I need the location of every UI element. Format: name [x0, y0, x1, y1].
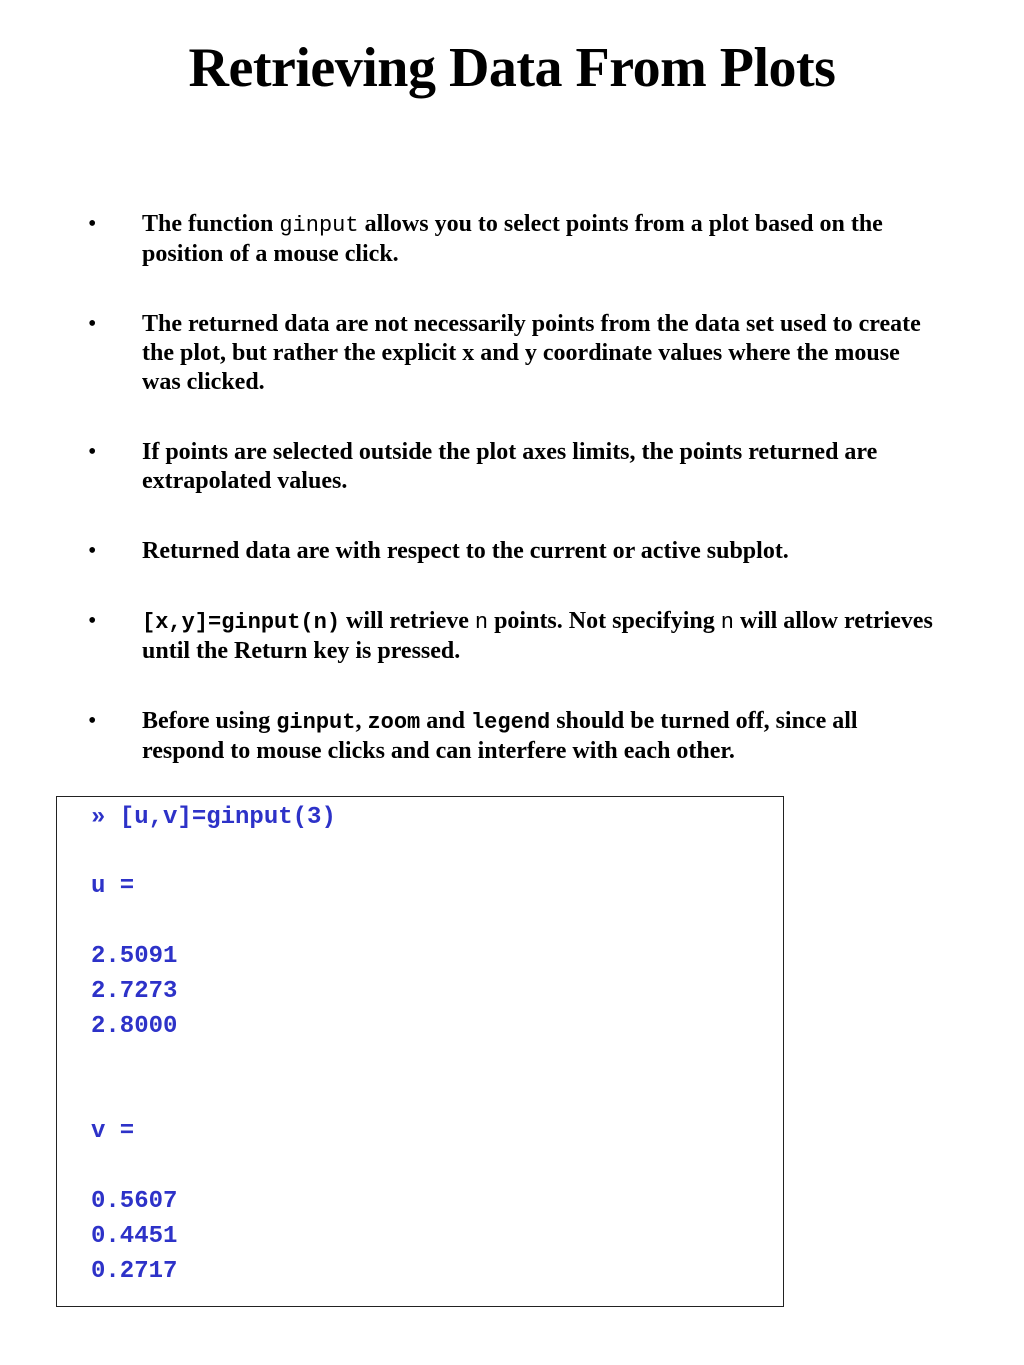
bullet-item-returned-data — [0, 310, 1024, 397]
code-n: n — [720, 610, 734, 635]
console-u-value: 2.7273 — [91, 978, 178, 1005]
bullet-text: will allow retrieves until the Return key is pressed. — [142, 608, 933, 664]
page-title: Retrieving Data From Plots — [188, 37, 836, 99]
code-ginput: ginput — [279, 213, 359, 238]
bullet-text: The returned data are not necessarily points from the data set used to create the plot, but rather the explicit x and y coordinate values where the mouse was clicked. — [142, 311, 921, 395]
bullet-marker: • — [88, 708, 97, 734]
bullet-marker: • — [88, 439, 97, 465]
console-command: » [u,v]=ginput(3) — [91, 804, 336, 831]
console-v-value: 0.5607 — [91, 1188, 178, 1215]
code-zoom: zoom — [367, 710, 421, 735]
bullet-text: should be turned off, since all respond to mouse clicks and can interfere with each other. — [142, 708, 858, 764]
bullet-item-zoom-legend — [0, 707, 1024, 766]
bullet-text: Returned data are with respect to the current or active subplot. — [142, 538, 789, 564]
console-u-label: u = — [91, 873, 135, 900]
bullet-text: and — [420, 708, 471, 734]
bullet-marker: • — [88, 538, 97, 564]
console-v-value: 0.4451 — [91, 1223, 178, 1250]
bullet-item-extrapolated — [0, 438, 1024, 496]
bullet-text: The function — [142, 211, 280, 237]
bullet-text: , — [355, 708, 368, 734]
code-ginput: ginput — [276, 710, 356, 735]
bullet-marker: • — [88, 608, 97, 634]
bullet-text: allows you to select points from a plot based on the position of a mouse click. — [142, 211, 883, 267]
bullet-item-retrieve-n — [0, 607, 1024, 666]
console-u-value: 2.8000 — [91, 1013, 178, 1040]
console-output-box — [56, 796, 784, 1307]
console-v-label: v = — [91, 1118, 135, 1145]
bullet-item-ginput-intro — [0, 210, 1024, 269]
bullet-item-subplot — [0, 537, 1024, 566]
bullet-marker: • — [88, 311, 97, 337]
bullet-list — [0, 210, 1024, 807]
bullet-text: Before using — [142, 708, 277, 734]
bullet-text: will retrieve — [340, 608, 475, 634]
bullet-text: If points are selected outside the plot axes limits, the points returned are extrapolated values. — [142, 439, 878, 494]
bullet-text: points. Not specifying — [488, 608, 721, 634]
code-n: n — [474, 610, 489, 635]
code-ginput-call: [x,y]=ginput(n) — [142, 610, 341, 635]
bullet-marker: • — [88, 211, 97, 237]
console-v-value: 0.2717 — [91, 1258, 178, 1285]
console-u-value: 2.5091 — [91, 943, 178, 970]
code-legend: legend — [470, 710, 551, 735]
